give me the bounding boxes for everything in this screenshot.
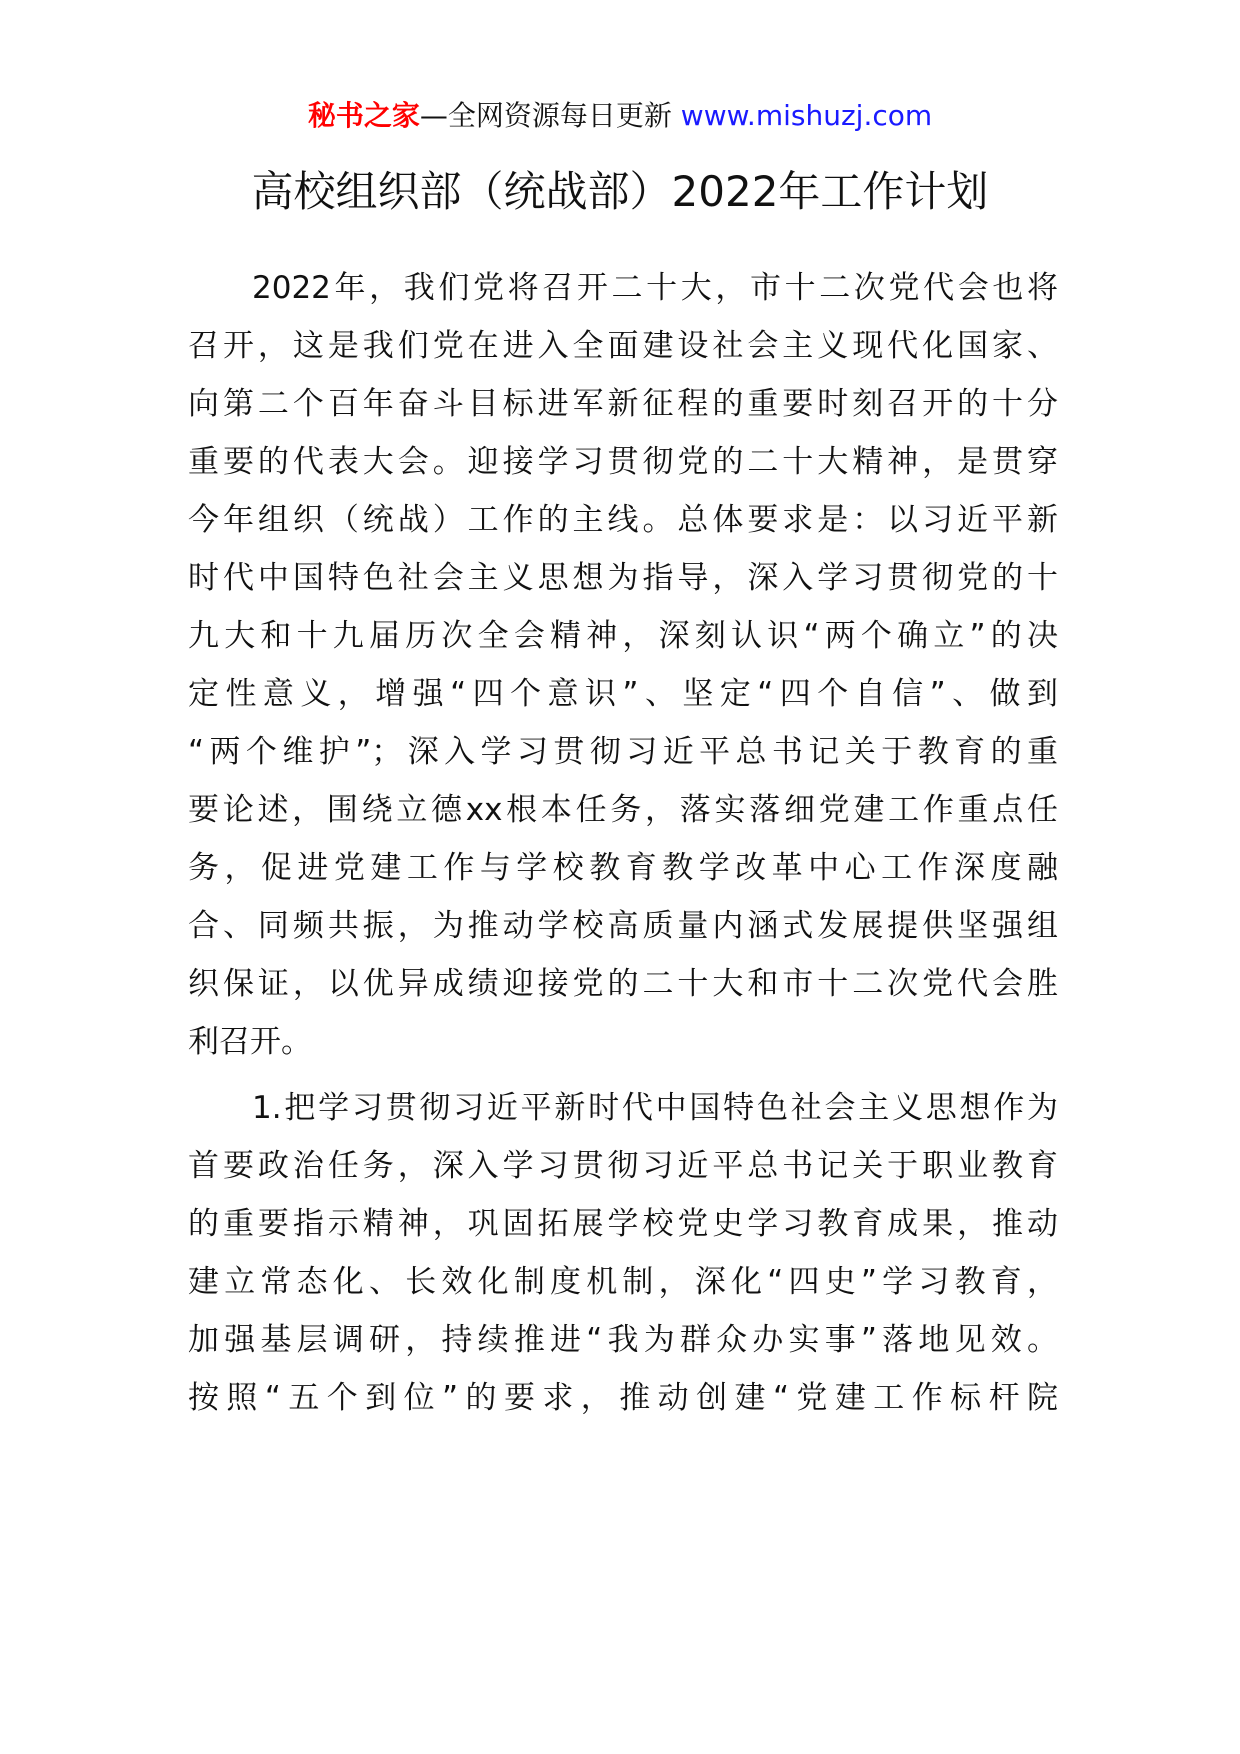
body-line: 向第二个百年奋斗目标进军新征程的重要时刻召开的十分 [188, 386, 1058, 422]
body-line: 九大和十九届历次全会精神，深刻认识“两个确立”的决 [188, 618, 1058, 654]
body-line: 首要政治任务，深入学习贯彻习近平总书记关于职业教育 [188, 1148, 1058, 1184]
body-line: 重要的代表大会。迎接学习贯彻党的二十大精神，是贯穿 [188, 444, 1058, 480]
header-slogan: —全网资源每日更新 [419, 99, 672, 132]
body-line: 织保证，以优异成绩迎接党的二十大和市十二次党代会胜 [188, 966, 1058, 1002]
body-line: 1.把学习贯彻习近平新时代中国特色社会主义思想作为 [252, 1090, 1058, 1126]
site-url-link[interactable]: www.mishuzj.com [680, 99, 933, 132]
body-line: 建立常态化、长效化制度机制，深化“四史”学习教育， [188, 1264, 1058, 1300]
brand-name: 秘书之家 [307, 99, 420, 132]
body-line: 利召开。 [188, 1024, 312, 1060]
body-line: 2022年，我们党将召开二十大，市十二次党代会也将 [252, 270, 1058, 306]
body-line: 务，促进党建工作与学校教育教学改革中心工作深度融 [188, 850, 1058, 886]
site-header [0, 96, 1240, 136]
body-line: 合、同频共振，为推动学校高质量内涵式发展提供坚强组 [188, 908, 1058, 944]
body-line: 时代中国特色社会主义思想为指导，深入学习贯彻党的十 [188, 560, 1058, 596]
body-line: “两个维护”；深入学习贯彻习近平总书记关于教育的重 [188, 734, 1058, 770]
body-line: 按照“五个到位”的要求，推动创建“党建工作标杆院 [188, 1380, 1058, 1416]
document-title: 高校组织部（统战部）2022年工作计划 [251, 167, 989, 216]
body-line: 今年组织（统战）工作的主线。总体要求是：以习近平新 [188, 502, 1058, 538]
body-line: 定性意义，增强“四个意识”、坚定“四个自信”、做到 [188, 676, 1058, 712]
body-line: 的重要指示精神，巩固拓展学校党史学习教育成果，推动 [188, 1206, 1058, 1242]
body-line: 召开，这是我们党在进入全面建设社会主义现代化国家、 [188, 328, 1058, 364]
body-line: 加强基层调研，持续推进“我为群众办实事”落地见效。 [188, 1322, 1058, 1358]
body-line: 要论述，围绕立德xx根本任务，落实落细党建工作重点任 [188, 792, 1058, 828]
